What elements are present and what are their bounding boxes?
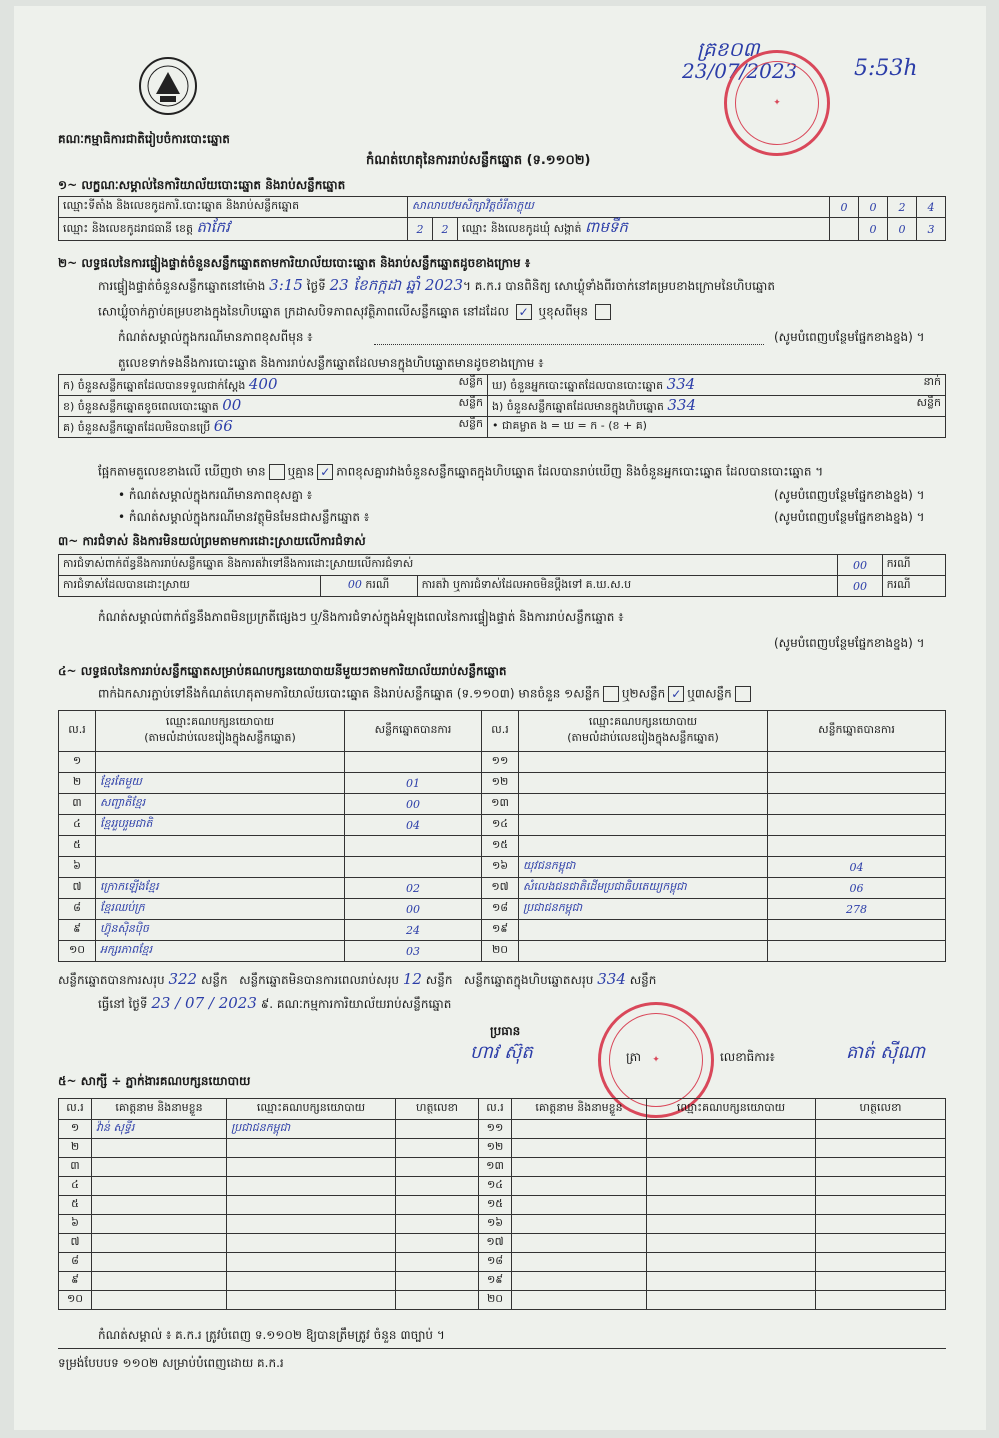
diff-yes-checkbox[interactable] bbox=[269, 464, 285, 480]
witness-table bbox=[58, 1098, 946, 1310]
row-no: ៧ bbox=[59, 1234, 92, 1253]
row-no: ៩ bbox=[59, 1272, 92, 1291]
commune-value: ពាមទឹក bbox=[585, 218, 628, 236]
row-no: ៦ bbox=[59, 1215, 92, 1234]
row-no: ១២ bbox=[482, 773, 519, 794]
section5-heading: ៥~ សាក្សី ÷ ភ្នាក់ងារគណបក្សនយោបាយ bbox=[58, 1074, 251, 1088]
witness-signature bbox=[816, 1272, 946, 1291]
table-row bbox=[59, 794, 946, 815]
table-row bbox=[59, 1158, 946, 1177]
table-row bbox=[59, 1253, 946, 1272]
row-no: ១៤ bbox=[479, 1177, 512, 1196]
col-no-right: ល.រ bbox=[482, 711, 519, 752]
votes-value bbox=[768, 920, 946, 941]
note-change: កំណត់សម្គាល់ក្នុងករណីមានភាពខុសពីមុន ៖ bbox=[118, 330, 313, 344]
footer-divider bbox=[58, 1348, 946, 1349]
party-name: ប្រជាជនកម្ពុជា bbox=[519, 899, 768, 920]
witness-signature bbox=[396, 1196, 479, 1215]
witness-name bbox=[92, 1291, 227, 1310]
seal-line: សោឃ្លុំចាក់ភ្ជាប់គម្របខាងក្នុងនៃហិបឆ្នោត ក្រដាសបិទភាពសុវត្ថិភាពលើសន្លឹកឆ្នោត នៅដដែល ✓ ឬខុសពីមុន bbox=[98, 304, 614, 320]
row-no: ៨ bbox=[59, 1253, 92, 1272]
w-col-name-right: គោត្តនាម និងនាមខ្លួន bbox=[512, 1099, 647, 1120]
items-intro: តួលេខទាក់ទងនឹងការបោះឆ្នោត និងការរាប់សន្លឹកឆ្នោតដែលមានក្នុងហិបឆ្នោតមានដូចខាងក្រោម ៖ bbox=[118, 356, 544, 370]
province-code-2: 2 bbox=[433, 218, 458, 241]
party-name bbox=[519, 920, 768, 941]
resolved-value: 00 ករណី bbox=[320, 576, 417, 597]
province-code-1: 2 bbox=[408, 218, 433, 241]
commune-label: ឈ្មោះ និងលេខកូដឃុំ សង្កាត់ ពាមទឹក bbox=[458, 218, 830, 241]
votes-value: 06 bbox=[768, 878, 946, 899]
witness-name bbox=[92, 1177, 227, 1196]
objection-table bbox=[58, 554, 946, 597]
votes-value bbox=[768, 794, 946, 815]
verify-time: 3:15 bbox=[269, 276, 303, 294]
note-nonballot: • កំណត់សម្គាល់ក្នុងករណីមានវត្ថុមិនមែនជាសន្លឹកឆ្នោត ៖ bbox=[118, 510, 370, 524]
row-no: ៥ bbox=[59, 1196, 92, 1215]
province-value: តាកែវ bbox=[196, 218, 230, 236]
witness-signature bbox=[816, 1291, 946, 1310]
witness-signature bbox=[396, 1120, 479, 1139]
table-row bbox=[59, 857, 946, 878]
witness-signature bbox=[816, 1120, 946, 1139]
w-col-party-left: ឈ្មោះគណបក្សនយោបាយ bbox=[227, 1099, 396, 1120]
witness-signature bbox=[816, 1139, 946, 1158]
row-no: ៨ bbox=[59, 899, 96, 920]
commune-code-1: 0 bbox=[859, 218, 888, 241]
witness-name bbox=[512, 1234, 647, 1253]
party-name bbox=[519, 941, 768, 962]
witness-signature bbox=[816, 1215, 946, 1234]
witness-signature bbox=[396, 1177, 479, 1196]
votes-value: 24 bbox=[345, 920, 482, 941]
witness-name bbox=[512, 1253, 647, 1272]
row-no: ៦ bbox=[59, 857, 96, 878]
party-name: យុវជនកម្ពុជា bbox=[519, 857, 768, 878]
attachment-line: ពាក់ឯកសារភ្ជាប់ទៅនឹងកំណត់ហេតុតាមការិយាល័យបោះឆ្នោត និងរាប់សន្លឹកឆ្នោត (ទ.១១០៣) មានចំនួន ១សន្លឹក ឬ២សន្លឹក ✓ ឬ៣សន្លឹក bbox=[98, 686, 754, 702]
results-table bbox=[58, 710, 946, 962]
witness-party bbox=[227, 1234, 396, 1253]
table-row bbox=[59, 1177, 946, 1196]
witness-name bbox=[512, 1196, 647, 1215]
objection-label: ការជំទាស់ពាក់ព័ន្ធនឹងការរាប់សន្លឹកឆ្នោត និងការតវ៉ាទៅនឹងការដោះស្រាយលើការជំទាស់ bbox=[59, 555, 838, 576]
row-no: ១៥ bbox=[479, 1196, 512, 1215]
witness-name bbox=[92, 1158, 227, 1177]
office-label: ឈ្មោះទីតាំង និងលេខកូដការិ.បោះឆ្នោត និងរាប់សន្លឹកឆ្នោត bbox=[59, 197, 408, 218]
nec-emblem-icon bbox=[136, 54, 200, 118]
w-col-sign-left: ហត្ថលេខា bbox=[396, 1099, 479, 1120]
w-col-no-left: ល.រ bbox=[59, 1099, 92, 1120]
col-party-left: ឈ្មោះគណបក្សនយោបាយ (តាមលំដាប់លេខរៀងក្នុងសន្លឹកឆ្នោត) bbox=[96, 711, 345, 752]
witness-signature bbox=[396, 1215, 479, 1234]
w-col-sign-right: ហត្ថលេខា bbox=[816, 1099, 946, 1120]
row-no: ១២ bbox=[479, 1139, 512, 1158]
row-no: ៩ bbox=[59, 920, 96, 941]
witness-party bbox=[647, 1139, 816, 1158]
row-no: ១៣ bbox=[482, 794, 519, 815]
count-c: គ) ចំនួនសន្លឹកឆ្នោតដែលមិនបានប្រើ 66 សន្លឹក bbox=[59, 417, 488, 438]
count-d: ឃ) ចំនួនអ្នកបោះឆ្នោតដែលបានបោះឆ្នោត 334 នាក់ bbox=[488, 375, 946, 396]
witness-party bbox=[647, 1272, 816, 1291]
table-row bbox=[59, 1272, 946, 1291]
witness-party: ប្រជាជនកម្ពុជា bbox=[227, 1120, 396, 1139]
witness-name bbox=[512, 1139, 647, 1158]
votes-value bbox=[768, 941, 946, 962]
table-row bbox=[59, 752, 946, 773]
votes-value: 278 bbox=[768, 899, 946, 920]
witness-signature bbox=[396, 1234, 479, 1253]
office-code-2: 0 bbox=[859, 197, 888, 218]
witness-party bbox=[647, 1253, 816, 1272]
party-name bbox=[519, 752, 768, 773]
section2-heading: ២~ លទ្ធផលនៃការផ្ទៀងផ្ទាត់ចំនួនសន្លឹកឆ្នោតតាមការិយាល័យបោះឆ្នោត និងរាប់សន្លឹកឆ្នោតដូចខាងក្រោម ៖ bbox=[58, 256, 531, 270]
commune-code-2: 0 bbox=[888, 218, 917, 241]
row-no: ១០ bbox=[59, 941, 96, 962]
witness-party bbox=[647, 1196, 816, 1215]
fill-hint-1: (សូមបំពេញបន្ថែមផ្នែកខាងខ្នង) ។ bbox=[774, 330, 925, 344]
witness-name bbox=[512, 1291, 647, 1310]
done-date: 23 / 07 / 2023 bbox=[151, 994, 257, 1012]
party-name: ខ្មែរឈប់ក្រ bbox=[96, 899, 345, 920]
witness-name: វ៉ាន់ សុទ្ធីរ bbox=[92, 1120, 227, 1139]
party-name: ខ្មែររួបរួមជាតិ bbox=[96, 815, 345, 836]
table-row bbox=[59, 773, 946, 794]
row-no: ១៧ bbox=[482, 878, 519, 899]
changed-checkbox[interactable] bbox=[595, 304, 611, 320]
party-name bbox=[519, 773, 768, 794]
table-row bbox=[59, 920, 946, 941]
table-row bbox=[59, 1291, 946, 1310]
witness-party bbox=[227, 1272, 396, 1291]
row-no: ៣ bbox=[59, 1158, 92, 1177]
note-diff: • កំណត់សម្គាល់ក្នុងករណីមានភាពខុសគ្នា ៖ bbox=[118, 488, 313, 502]
witness-party bbox=[227, 1139, 396, 1158]
dotted-line bbox=[374, 344, 764, 345]
committee-name: គណៈកម្មាធិការជាតិរៀបចំការបោះឆ្នោត bbox=[58, 132, 230, 146]
irregularity-note: កំណត់សម្គាល់ពាក់ព័ន្ធនឹងភាពមិនប្រក្រតីផ្សេងៗ ឬ/និងការជំទាស់ក្នុងអំឡុងពេលនៃការផ្ទៀងផ្ទាត់ និងការរាប់សន្លឹកឆ្នោត ៖ bbox=[98, 610, 624, 624]
witness-signature bbox=[396, 1272, 479, 1291]
witness-name bbox=[92, 1253, 227, 1272]
case-label-2: ករណី bbox=[882, 576, 945, 597]
row-no: ១៩ bbox=[479, 1272, 512, 1291]
form-page bbox=[14, 6, 986, 1430]
row-no: ១៩ bbox=[482, 920, 519, 941]
table-row bbox=[59, 1196, 946, 1215]
fill-hint-3: (សូមបំពេញបន្ថែមផ្នែកខាងខ្នង) ។ bbox=[774, 510, 925, 524]
witness-name bbox=[92, 1234, 227, 1253]
party-name bbox=[96, 836, 345, 857]
two-sheet-checkbox[interactable]: ✓ bbox=[668, 686, 684, 702]
formula: • ជាគម្លាត ង = ឃ = ក - (ខ + គ) bbox=[488, 417, 946, 438]
verify-line: ការផ្ទៀងផ្ទាត់ចំនួនសន្លឹកឆ្នោតនៅម៉ោង 3:15 ថ្ងៃទី 23 ខែកក្កដា ឆ្នាំ 2023។ គ.ក.រ បានពិនិត្យ សោឃ្លុំទាំងពីរចាក់នៅគម្របខាងក្រោមនៃហិបឆ្នោត bbox=[98, 276, 775, 294]
done-line: ធ្វើនៅ ថ្ងៃទី 23 / 07 / 2023 ៩. គណៈកម្មការការិយាល័យរាប់សន្លឹកឆ្នោត bbox=[98, 994, 452, 1012]
w-col-name-left: គោត្តនាម និងនាមខ្លួន bbox=[92, 1099, 227, 1120]
party-name: ខ្មែរតែមួយ bbox=[96, 773, 345, 794]
witness-name bbox=[92, 1196, 227, 1215]
witness-name bbox=[92, 1139, 227, 1158]
votes-value: 04 bbox=[768, 857, 946, 878]
witness-signature bbox=[396, 1158, 479, 1177]
row-no: ១១ bbox=[482, 752, 519, 773]
office-code-1: 0 bbox=[830, 197, 859, 218]
votes-value: 04 bbox=[345, 815, 482, 836]
note-code: គ្រខ០៣ bbox=[697, 37, 760, 61]
votes-value bbox=[768, 836, 946, 857]
witness-signature bbox=[816, 1158, 946, 1177]
count-a: ក) ចំនួនសន្លឹកឆ្នោតដែលបានទទួលជាក់ស្តែង 400 សន្លឹក bbox=[59, 375, 488, 396]
section1-table bbox=[58, 196, 946, 241]
table-row bbox=[59, 1139, 946, 1158]
row-no: ១៤ bbox=[482, 815, 519, 836]
resolved-label: ការជំទាស់ដែលបានដោះស្រាយ bbox=[59, 576, 321, 597]
table-row bbox=[59, 1234, 946, 1253]
witness-party bbox=[227, 1177, 396, 1196]
witness-signature bbox=[816, 1177, 946, 1196]
votes-value: 00 bbox=[345, 899, 482, 920]
witness-party bbox=[647, 1234, 816, 1253]
table-row bbox=[59, 815, 946, 836]
form-title: កំណត់ហេតុនៃការរាប់សន្លឹកឆ្នោត (ទ.១១០២) bbox=[366, 153, 591, 168]
witness-signature bbox=[816, 1253, 946, 1272]
office-code-4: 4 bbox=[917, 197, 946, 218]
witness-party bbox=[647, 1291, 816, 1310]
diff-no-checkbox[interactable]: ✓ bbox=[317, 464, 333, 480]
row-no: ១៦ bbox=[479, 1215, 512, 1234]
row-no: ៣ bbox=[59, 794, 96, 815]
party-name: សំលេងជនជាតិដើមប្រជាធិបតេយ្យកម្ពុជា bbox=[519, 878, 768, 899]
witness-name bbox=[512, 1120, 647, 1139]
count-e: ង) ចំនួនសន្លឹកឆ្នោតដែលមានក្នុងហិបឆ្នោត 334 សន្លឹក bbox=[488, 396, 946, 417]
count-b: ខ) ចំនួនសន្លឹកឆ្នោតខូចពេលបោះឆ្នោត 00 សន្លឹក bbox=[59, 396, 488, 417]
votes-value bbox=[345, 836, 482, 857]
witness-party bbox=[647, 1120, 816, 1139]
section4-heading: ៤~ លទ្ធផលនៃការរាប់សន្លឹកឆ្នោតសម្រាប់គណបក្សនយោបាយនីមួយៗតាមការិយាល័យរាប់សន្លឹកឆ្នោត bbox=[58, 664, 507, 678]
section3-heading: ៣~ ការជំទាស់ និងការមិនយល់ព្រមតាមការដោះស្រាយលើការជំទាស់ bbox=[58, 534, 366, 548]
table-row bbox=[59, 1215, 946, 1234]
row-no: ១៣ bbox=[479, 1158, 512, 1177]
one-sheet-checkbox[interactable] bbox=[603, 686, 619, 702]
table-row bbox=[59, 836, 946, 857]
witness-party bbox=[227, 1253, 396, 1272]
invalid-total: 12 bbox=[402, 970, 422, 988]
inbox-total: 334 bbox=[597, 970, 626, 988]
counts-table bbox=[58, 374, 946, 438]
row-no: ១ bbox=[59, 752, 96, 773]
witness-name bbox=[92, 1272, 227, 1291]
votes-value: 00 bbox=[345, 794, 482, 815]
province-label: ឈ្មោះ និងលេខកូដរាជធានី ខេត្ត តាកែវ bbox=[59, 218, 408, 241]
w-col-no-right: ល.រ bbox=[479, 1099, 512, 1120]
row-no: ៥ bbox=[59, 836, 96, 857]
table-row bbox=[59, 878, 946, 899]
party-name bbox=[96, 857, 345, 878]
row-no: ២ bbox=[59, 1139, 92, 1158]
row-no: ៤ bbox=[59, 1177, 92, 1196]
secretary-name: គាត់ ស៊ីណា bbox=[846, 1042, 926, 1063]
chair-name: ហាវ ស៊ុត bbox=[470, 1042, 533, 1063]
witness-signature bbox=[816, 1234, 946, 1253]
row-no: ១០ bbox=[59, 1291, 92, 1310]
votes-value: 03 bbox=[345, 941, 482, 962]
votes-value bbox=[345, 857, 482, 878]
party-name bbox=[519, 836, 768, 857]
commune-code-3: 3 bbox=[917, 218, 946, 241]
case-label-1: ករណី bbox=[882, 555, 945, 576]
fill-hint-4: (សូមបំពេញបន្ថែមផ្នែកខាងខ្នង) ។ bbox=[774, 636, 925, 650]
witness-party bbox=[227, 1196, 396, 1215]
votes-value bbox=[768, 773, 946, 794]
note-time: 5:53h bbox=[854, 56, 918, 81]
col-party-right: ឈ្មោះគណបក្សនយោបាយ (តាមលំដាប់លេខរៀងក្នុងសន្លឹកឆ្នោត) bbox=[519, 711, 768, 752]
row-no: ១៨ bbox=[482, 899, 519, 920]
w-col-party-right: ឈ្មោះគណបក្សនយោបាយ bbox=[647, 1099, 816, 1120]
party-name bbox=[519, 815, 768, 836]
witness-party bbox=[227, 1215, 396, 1234]
table-row bbox=[59, 941, 946, 962]
witness-name bbox=[92, 1215, 227, 1234]
appeal-value: 00 bbox=[838, 576, 882, 597]
row-no: ១៦ bbox=[482, 857, 519, 878]
row-no: ២០ bbox=[482, 941, 519, 962]
witness-party bbox=[647, 1158, 816, 1177]
official-stamp-bottom: ✦ bbox=[598, 1002, 714, 1118]
votes-value: 02 bbox=[345, 878, 482, 899]
witness-party bbox=[227, 1291, 396, 1310]
final-note: កំណត់សម្គាល់ ៖ គ.ក.រ ត្រូវបំពេញ ទ.១១០២ ឱ្យបានត្រឹមត្រូវ ចំនួន ៣ច្បាប់ ។ bbox=[98, 1328, 445, 1342]
secretary-label: លេខាធិការ៖ bbox=[720, 1050, 775, 1064]
witness-name bbox=[512, 1272, 647, 1291]
witness-signature bbox=[396, 1253, 479, 1272]
party-name bbox=[96, 752, 345, 773]
row-no: ២០ bbox=[479, 1291, 512, 1310]
witness-party bbox=[227, 1158, 396, 1177]
party-name bbox=[519, 794, 768, 815]
totals-line: សន្លឹកឆ្នោតបានការសរុប 322 សន្លឹក សន្លឹកឆ្នោតមិនបានការពេលរាប់សរុប 12 សន្លឹក សន្លឹកឆ្នោតក្នុងហិបឆ្នោតសរុប 334 សន្លឹក bbox=[58, 970, 657, 988]
row-no: ១១ bbox=[479, 1120, 512, 1139]
col-votes-right: សន្លឹកឆ្នោតបានការ bbox=[768, 711, 946, 752]
chair-label: ប្រធាន bbox=[490, 1024, 521, 1038]
witness-party bbox=[647, 1177, 816, 1196]
objection-value: 00 bbox=[838, 555, 882, 576]
appeal-label: ការតវ៉ា ឬការជំទាស់ដែលអាចមិនប្ដឹងទៅ គ.ឃ.ស.ប bbox=[417, 576, 838, 597]
votes-value: 01 bbox=[345, 773, 482, 794]
party-name: ហ៊្វុនស៊ិនប៉ិច bbox=[96, 920, 345, 941]
party-name: អក្សរភាពខ្មែរ bbox=[96, 941, 345, 962]
verify-date: 23 ខែកក្កដា ឆ្នាំ 2023 bbox=[329, 276, 464, 294]
votes-value bbox=[345, 752, 482, 773]
row-no: ៧ bbox=[59, 878, 96, 899]
unchanged-checkbox[interactable]: ✓ bbox=[516, 304, 532, 320]
office-code-3: 2 bbox=[888, 197, 917, 218]
row-no: ១៥ bbox=[482, 836, 519, 857]
diff-line: ផ្អែកតាមតួលេខខាងលើ ឃើញថា មាន ឬគ្មាន ✓ ភាពខុសគ្នារវាងចំនួនសន្លឹកឆ្នោតក្នុងហិបឆ្នោត ដែលបានរាប់ឃើញ និងចំនួនអ្នកបោះឆ្នោត ដែលបានបោះឆ្នោត ។ bbox=[98, 464, 824, 479]
office-value: សាលាបឋមសិក្សាវិត្តចំរឹតាក្លុយ bbox=[408, 197, 830, 218]
stamp-label: ត្រា bbox=[626, 1050, 641, 1064]
three-sheet-checkbox[interactable] bbox=[735, 686, 751, 702]
official-stamp-top: ✦ bbox=[724, 50, 830, 156]
table-row bbox=[59, 1120, 946, 1139]
section1-heading: ១~ លក្ខណៈសម្គាល់នៃការិយាល័យបោះឆ្នោត និងរាប់សន្លឹកឆ្នោត bbox=[58, 178, 346, 192]
row-no: ១៨ bbox=[479, 1253, 512, 1272]
witness-signature bbox=[396, 1291, 479, 1310]
col-votes-left: សន្លឹកឆ្នោតបានការ bbox=[345, 711, 482, 752]
fill-hint-2: (សូមបំពេញបន្ថែមផ្នែកខាងខ្នង) ។ bbox=[774, 488, 925, 502]
witness-signature bbox=[816, 1196, 946, 1215]
party-name: សញ្ជាតិខ្មែរ bbox=[96, 794, 345, 815]
note-date: 23/07/2023 bbox=[682, 59, 798, 83]
witness-name bbox=[512, 1215, 647, 1234]
table-row bbox=[59, 899, 946, 920]
votes-value bbox=[768, 815, 946, 836]
row-no: ២ bbox=[59, 773, 96, 794]
party-name: ក្រោកឡើងខ្មែរ bbox=[96, 878, 345, 899]
footer-text: ទម្រង់បែបបទ ១១០២ សម្រាប់បំពេញដោយ គ.ក.រ bbox=[58, 1356, 284, 1370]
witness-signature bbox=[396, 1139, 479, 1158]
col-no-left: ល.រ bbox=[59, 711, 96, 752]
row-no: ១៧ bbox=[479, 1234, 512, 1253]
votes-value bbox=[768, 752, 946, 773]
row-no: ១ bbox=[59, 1120, 92, 1139]
row-no: ៤ bbox=[59, 815, 96, 836]
witness-name bbox=[512, 1158, 647, 1177]
witness-party bbox=[647, 1215, 816, 1234]
witness-name bbox=[512, 1177, 647, 1196]
valid-total: 322 bbox=[168, 970, 198, 988]
